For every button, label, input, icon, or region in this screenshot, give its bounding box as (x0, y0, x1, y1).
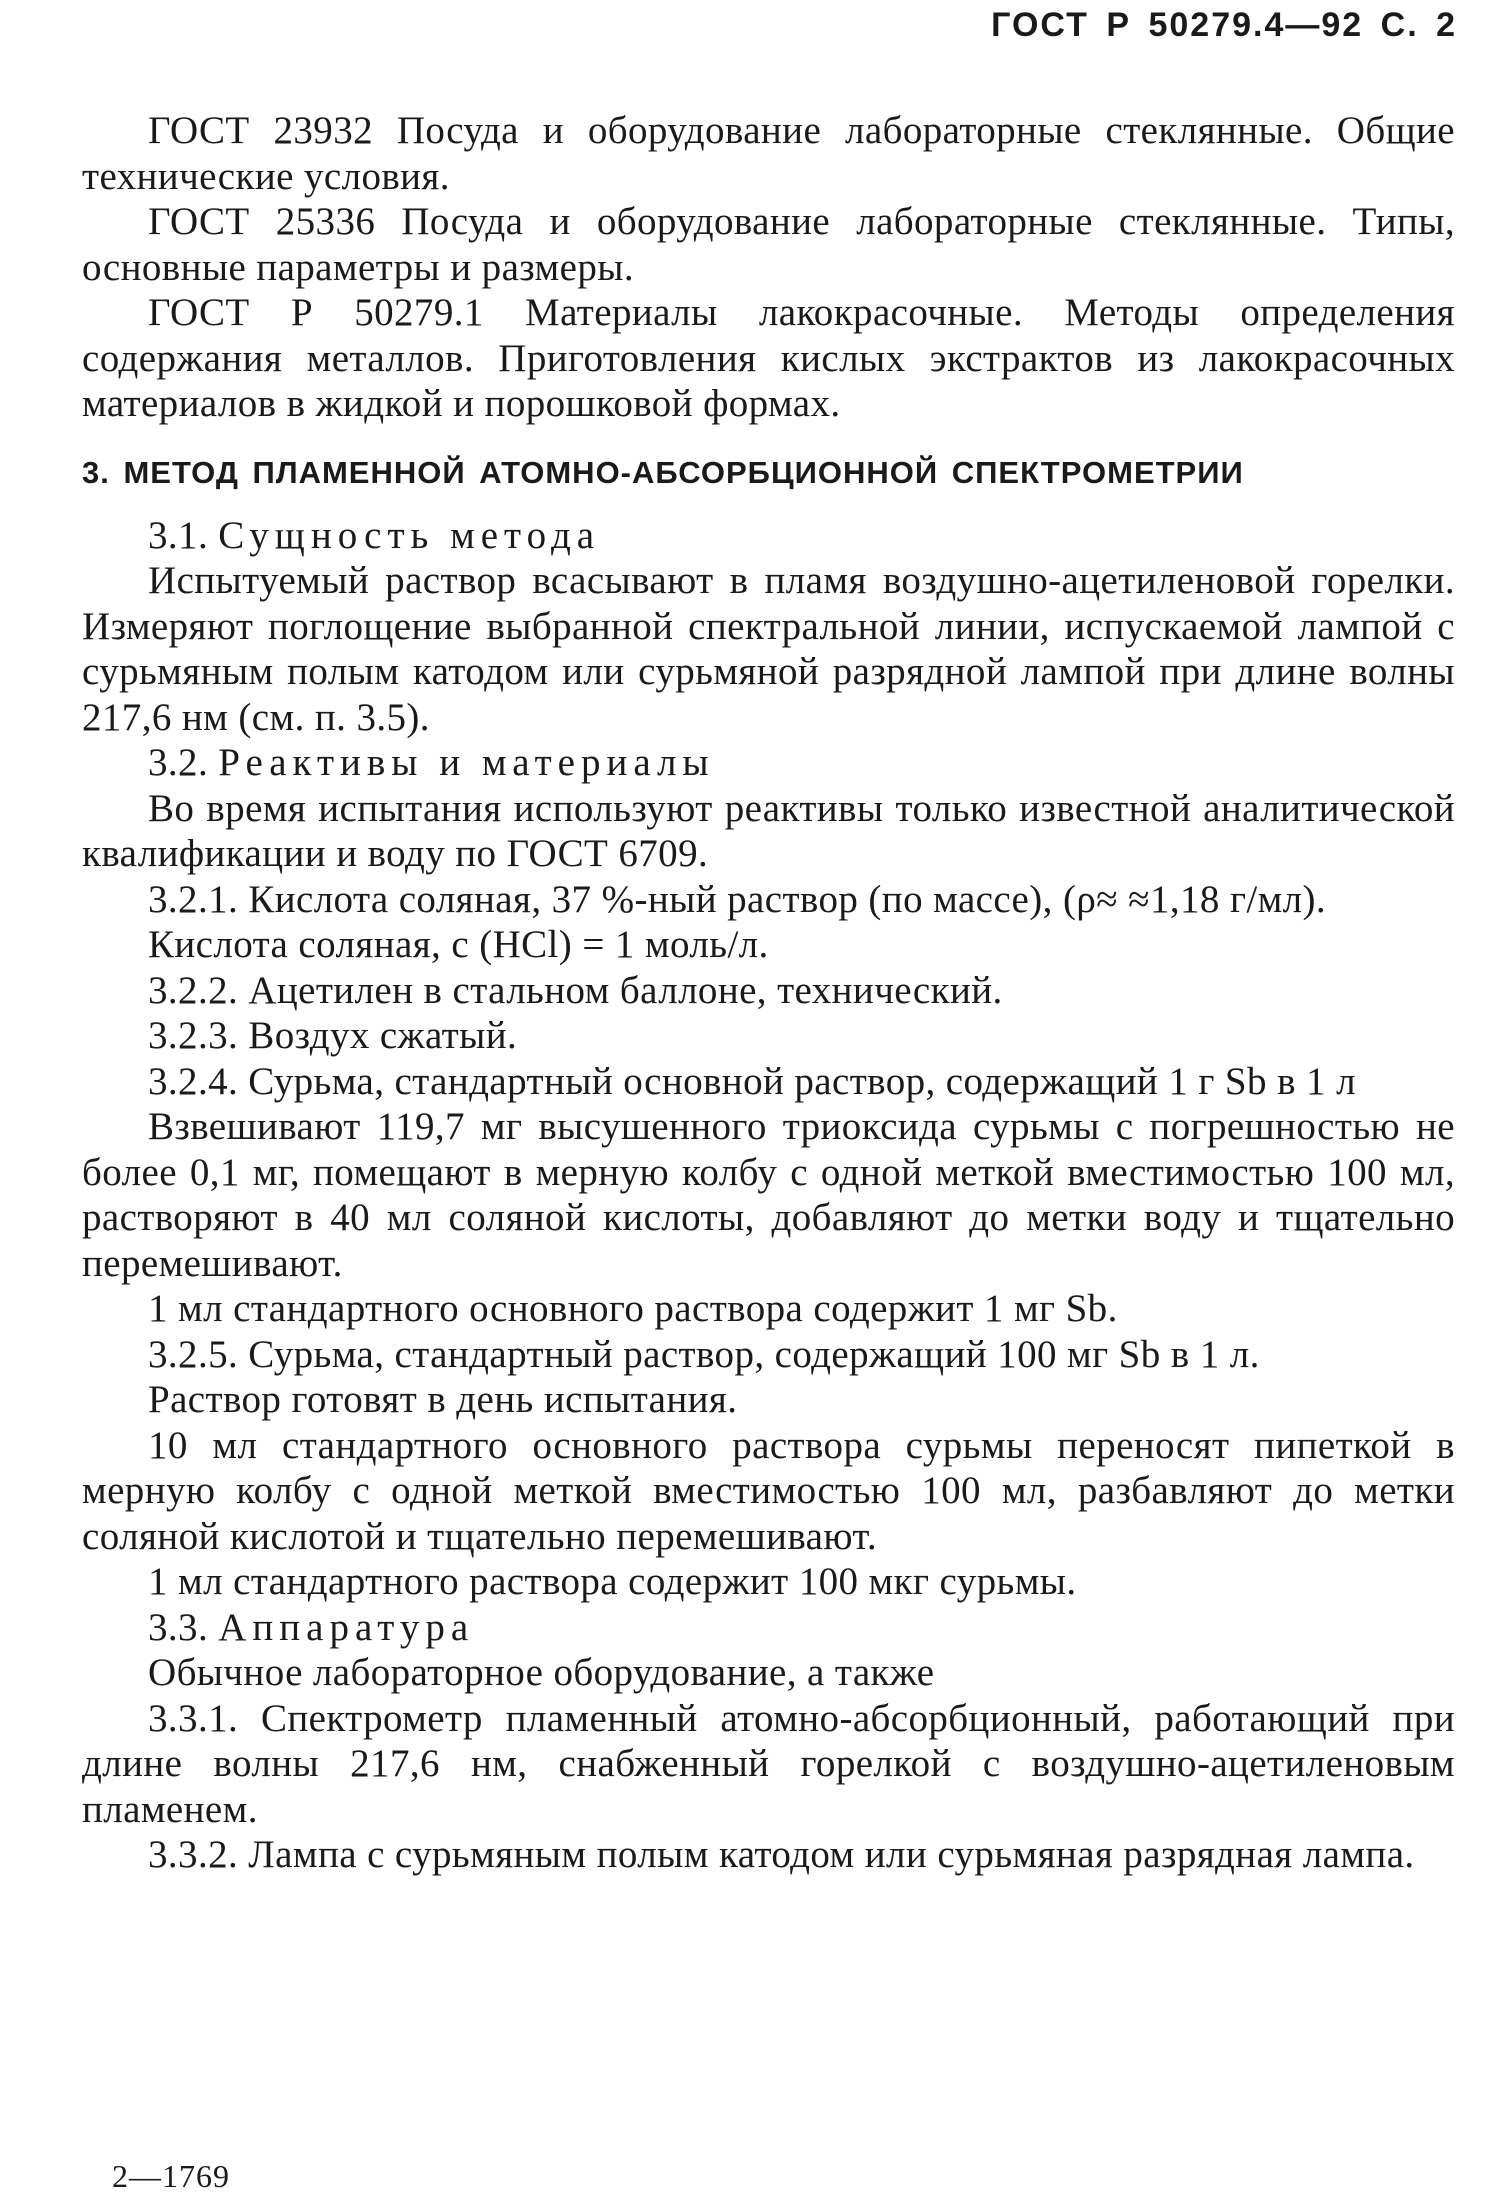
item-3-2-4: 3.2.4. Сурьма, стандартный основной раствор, содержащий 1 г Sb в 1 л (148, 1059, 1356, 1103)
page-header: ГОСТ Р 50279.4—92 С. 2 (991, 6, 1457, 44)
heading-text: Сущность метода (218, 513, 601, 557)
item-3-2-2: 3.2.2. Ацетилен в стальном баллоне, технический. (148, 968, 1003, 1012)
item-3-2-4-note: 1 мл стандартного основного раствора содержит 1 мг Sb. (148, 1287, 1118, 1330)
subsection-heading-3-1 (82, 513, 1455, 559)
subsection-heading-3-2 (82, 740, 1455, 786)
item-3-3-1: 3.3.1. Спектрометр пламенный атомно-абсорбционный, работающий при длине волны 217,6 нм, снабженный горелкой с воздушно-ацетиленовым пламенем. (82, 1696, 1455, 1831)
heading-text: Аппаратура (218, 1605, 475, 1649)
reference-gost-25336: ГОСТ 25336 Посуда и оборудование лабораторные стеклянные. Типы, основные параметры и размеры. (82, 200, 1455, 289)
item-3-2-1: 3.2.1. Кислота соляная, 37 %-ный раствор (по массе), (ρ≈ ≈1,18 г/мл). (148, 877, 1327, 921)
item-3-2-5-b: 10 мл стандартного основного раствора сурьмы переносят пипеткой в мерную колбу с одной меткой вместимостью 100 мл, разбавляют до метки соляной кислотой и тщательно перемешивают. (82, 1423, 1455, 1558)
paragraph-apparatus-intro: Обычное лабораторное оборудование, а также (148, 1651, 935, 1694)
paragraph-method-essence: Испытуемый раствор всасывают в пламя воздушно-ацетиленовой горелки. Измеряют поглощение выбранной спектральной линии, испускаемой лампой с сурьмяным полым катодом или сурьмяной разрядной лампой при длине волны 217,6 нм (см. п. 3.5). (82, 559, 1455, 739)
item-3-2-5-a: Раствор готовят в день испытания. (148, 1378, 738, 1421)
item-3-2-4-procedure: Взвешивают 119,7 мг высушенного триоксида сурьмы с погрешностью не более 0,1 мг, помещают в мерную колбу с одной меткой вместимостью 100 мл, растворяют в 40 мл соляной кислоты, добавляют до метки воду и тщательно перемешивают. (82, 1105, 1455, 1285)
heading-number: 3.2. (148, 741, 209, 784)
heading-number: 3.1. (148, 513, 209, 557)
document-body (82, 108, 1455, 1878)
item-3-2-5-note: 1 мл стандартного раствора содержит 100 мкг сурьмы. (148, 1560, 1077, 1603)
reference-gost-50279-1: ГОСТ Р 50279.1 Материалы лакокрасочные. Методы определения содержания металлов. Приготовления кислых экстрактов из лакокрасочных материалов в жидкой и порошковой формах. (82, 291, 1455, 425)
item-3-2-1-b: Кислота соляная, c (HCl) = 1 моль/л. (148, 923, 769, 966)
heading-number: 3.3. (148, 1605, 209, 1649)
paragraph-reagents-intro: Во время испытания используют реактивы только известной аналитической квалификации и воду по ГОСТ 6709. (82, 786, 1455, 875)
item-3-2-5: 3.2.5. Сурьма, стандартный раствор, содержащий 100 мг Sb в 1 л. (148, 1332, 1260, 1376)
heading-text: Реактивы и материалы (218, 741, 715, 784)
page-footer: 2—1769 (112, 2158, 230, 2194)
section-title: 3. МЕТОД ПЛАМЕННОЙ АТОМНО-АБСОРБЦИОННОЙ СПЕКТРОМЕТРИИ (82, 454, 1244, 490)
item-3-2-3: 3.2.3. Воздух сжатый. (148, 1014, 518, 1057)
reference-gost-23932: ГОСТ 23932 Посуда и оборудование лабораторные стеклянные. Общие технические условия. (82, 109, 1455, 198)
subsection-heading-3-3 (82, 1605, 1455, 1651)
item-3-3-2: 3.3.2. Лампа с сурьмяным полым катодом или сурьмяная разрядная лампа. (148, 1833, 1415, 1876)
